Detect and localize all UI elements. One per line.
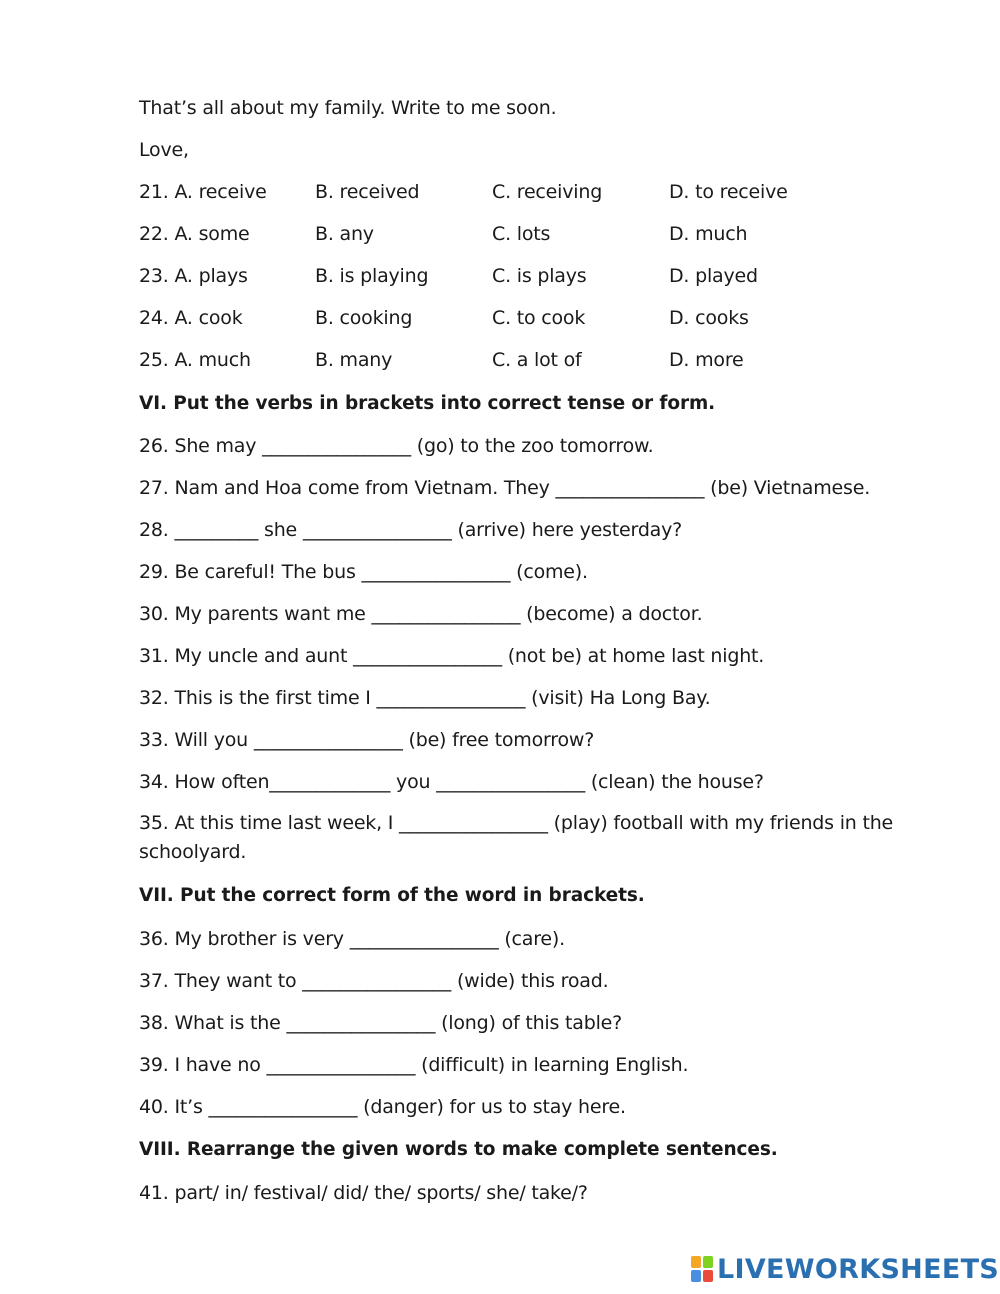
option-c[interactable]: C. receiving [492, 181, 603, 203]
question-38[interactable]: 38. What is the ________________ (long) of this table? [139, 1012, 623, 1034]
question-29[interactable]: 29. Be careful! The bus ________________ (come). [139, 561, 588, 583]
question-31[interactable]: 31. My uncle and aunt ________________ (not be) at home last night. [139, 645, 765, 667]
option-a[interactable]: 23. A. plays [139, 265, 248, 287]
option-b[interactable]: B. any [315, 223, 374, 245]
section-heading: VIII. Rearrange the given words to make complete sentences. [139, 1139, 778, 1160]
option-b[interactable]: B. cooking [315, 307, 413, 329]
option-d[interactable]: D. much [669, 223, 748, 245]
question-39[interactable]: 39. I have no ________________ (difficult) in learning English. [139, 1054, 689, 1076]
question-40[interactable]: 40. It’s ________________ (danger) for us to stay here. [139, 1096, 626, 1118]
section-heading: VII. Put the correct form of the word in brackets. [139, 885, 645, 906]
option-a[interactable]: 21. A. receive [139, 181, 267, 203]
option-d[interactable]: D. to receive [669, 181, 788, 203]
question-28[interactable]: 28. _________ she ________________ (arrive) here yesterday? [139, 519, 683, 541]
liveworksheets-logo [691, 1253, 999, 1285]
logo-wordmark: LIVEWORKSHEETS [717, 1253, 1000, 1285]
question-33[interactable]: 33. Will you ________________ (be) free tomorrow? [139, 729, 595, 751]
question-32[interactable]: 32. This is the first time I ________________ (visit) Ha Long Bay. [139, 687, 711, 709]
option-c[interactable]: C. lots [492, 223, 551, 245]
option-b[interactable]: B. many [315, 349, 393, 371]
question-34[interactable]: 34. How often_____________ you ________________ (clean) the house? [139, 771, 764, 793]
option-d[interactable]: D. cooks [669, 307, 749, 329]
question-30[interactable]: 30. My parents want me ________________ (become) a doctor. [139, 603, 703, 625]
question-37[interactable]: 37. They want to ________________ (wide) this road. [139, 970, 609, 992]
liveworksheets-logo-icon [691, 1256, 713, 1282]
option-d[interactable]: D. more [669, 349, 744, 371]
option-c[interactable]: C. a lot of [492, 349, 582, 371]
option-c[interactable]: C. is plays [492, 265, 587, 287]
option-b[interactable]: B. received [315, 181, 420, 203]
section-heading: VI. Put the verbs in brackets into correct tense or form. [139, 393, 716, 414]
option-d[interactable]: D. played [669, 265, 758, 287]
option-a[interactable]: 24. A. cook [139, 307, 243, 329]
closing-love: Love, [139, 139, 189, 161]
option-a[interactable]: 25. A. much [139, 349, 251, 371]
closing-line: That’s all about my family. Write to me soon. [139, 97, 557, 119]
option-b[interactable]: B. is playing [315, 265, 429, 287]
option-c[interactable]: C. to cook [492, 307, 586, 329]
question-26[interactable]: 26. She may ________________ (go) to the zoo tomorrow. [139, 435, 654, 457]
question-27[interactable]: 27. Nam and Hoa come from Vietnam. They ________________ (be) Vietnamese. [139, 477, 871, 499]
option-a[interactable]: 22. A. some [139, 223, 250, 245]
question-35[interactable]: 35. At this time last week, I ________________ (play) football with my friends in the schoolyard. [139, 812, 894, 863]
question-41[interactable]: 41. part/ in/ festival/ did/ the/ sports/ she/ take/? [139, 1182, 588, 1204]
question-36[interactable]: 36. My brother is very ________________ (care). [139, 928, 565, 950]
